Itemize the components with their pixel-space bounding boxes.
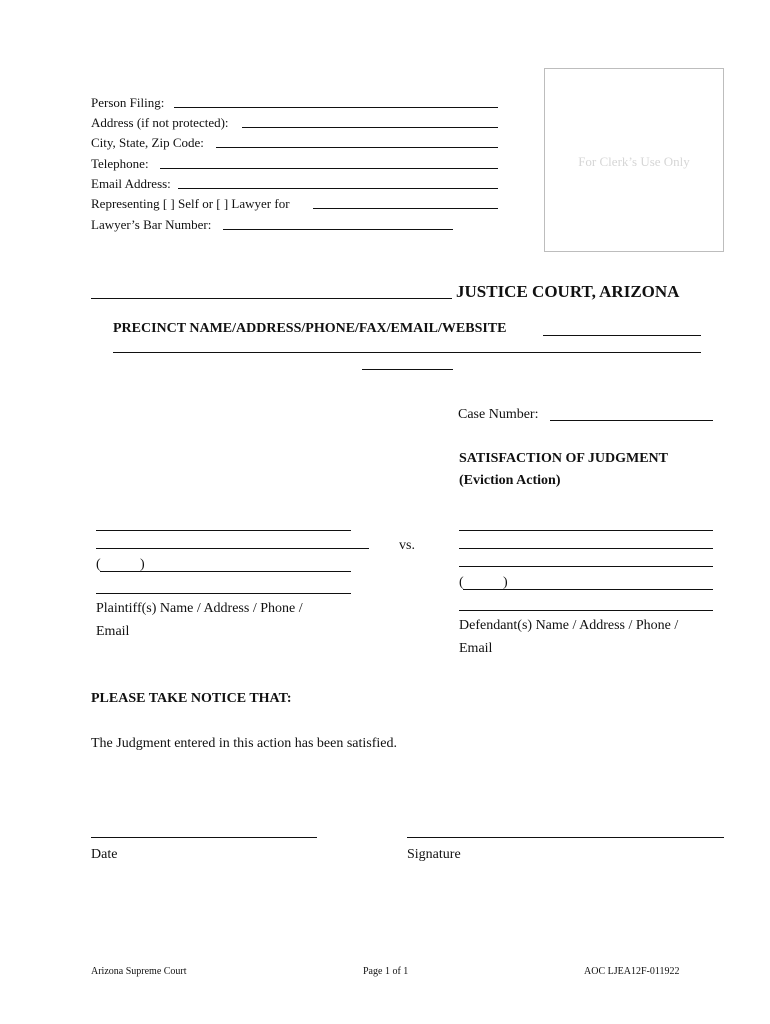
precinct-field-3[interactable] <box>362 369 453 370</box>
footer-form-code: AOC LJEA12F-011922 <box>584 966 680 977</box>
signature-label: Signature <box>407 847 461 862</box>
notice-text: The Judgment entered in this action has been satisfied. <box>91 736 397 751</box>
plaintiff-address-field[interactable] <box>96 548 369 549</box>
email-label: Email Address: <box>91 176 171 191</box>
city-state-zip-label: City, State, Zip Code: <box>91 135 204 150</box>
signature-field[interactable] <box>407 837 724 838</box>
date-label: Date <box>91 847 118 862</box>
court-title: JUSTICE COURT, ARIZONA <box>456 282 680 301</box>
notice-heading: PLEASE TAKE NOTICE THAT: <box>91 691 292 706</box>
versus-label: vs. <box>399 538 415 553</box>
email-field[interactable] <box>178 188 498 189</box>
plaintiff-phone-paren-right: ) <box>140 557 145 572</box>
city-state-zip-field[interactable] <box>216 147 498 148</box>
plaintiff-caption-line1: Plaintiff(s) Name / Address / Phone / <box>96 601 303 616</box>
defendant-name-field[interactable] <box>459 530 713 531</box>
footer-page-number: Page 1 of 1 <box>363 966 409 977</box>
precinct-field-2[interactable] <box>113 352 701 353</box>
clerk-use-box <box>544 68 724 252</box>
footer-court-name: Arizona Supreme Court <box>91 966 187 977</box>
clerk-use-label: For Clerk’s Use Only <box>578 154 690 169</box>
plaintiff-phone-paren-left: ( <box>96 557 101 572</box>
plaintiff-email-field[interactable] <box>96 593 351 594</box>
defendant-caption-line2: Email <box>459 641 493 656</box>
case-number-field[interactable] <box>550 420 713 421</box>
plaintiff-caption-line2: Email <box>96 624 130 639</box>
document-subtitle: (Eviction Action) <box>459 473 561 488</box>
representing-field[interactable] <box>313 208 498 209</box>
defendant-email-field[interactable] <box>459 610 713 611</box>
precinct-field-1[interactable] <box>543 335 701 336</box>
plaintiff-name-field[interactable] <box>96 530 351 531</box>
court-name-field[interactable] <box>91 298 452 299</box>
defendant-phone-paren-left: ( <box>459 575 464 590</box>
date-field[interactable] <box>91 837 317 838</box>
person-filing-label: Person Filing: <box>91 95 165 110</box>
telephone-field[interactable] <box>160 168 498 169</box>
defendant-address-field-1[interactable] <box>459 548 713 549</box>
defendant-phone-field[interactable] <box>463 589 713 590</box>
address-label: Address (if not protected): <box>91 115 229 130</box>
document-title: SATISFACTION OF JUDGMENT <box>459 451 668 466</box>
bar-number-label: Lawyer’s Bar Number: <box>91 217 212 232</box>
precinct-label: PRECINCT NAME/ADDRESS/PHONE/FAX/EMAIL/WEBSITE <box>113 321 507 336</box>
address-field[interactable] <box>242 127 498 128</box>
defendant-address-field-2[interactable] <box>459 566 713 567</box>
plaintiff-phone-field[interactable] <box>100 571 351 572</box>
case-number-label: Case Number: <box>458 407 539 422</box>
person-filing-field[interactable] <box>174 107 498 108</box>
representing-label: Representing [ ] Self or [ ] Lawyer for <box>91 196 290 211</box>
defendant-caption-line1: Defendant(s) Name / Address / Phone / <box>459 618 679 633</box>
bar-number-field[interactable] <box>223 229 453 230</box>
telephone-label: Telephone: <box>91 156 149 171</box>
defendant-phone-paren-right: ) <box>503 575 508 590</box>
